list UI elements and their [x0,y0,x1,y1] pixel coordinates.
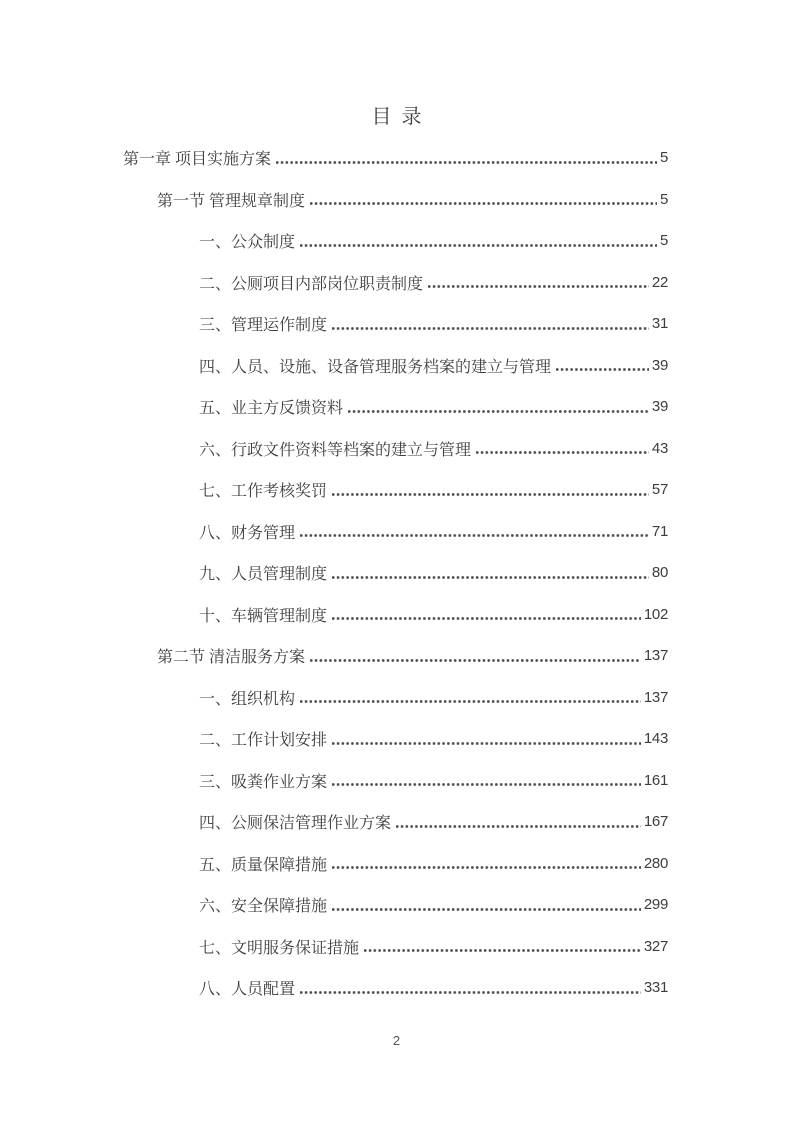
dot-leader [556,368,649,371]
toc-entry-page: 5 [659,149,668,167]
toc-entry-label: 一、组织机构 [199,690,296,708]
toc-entry-page: 280 [643,854,668,872]
toc-entry-page: 331 [643,979,668,997]
toc-entry[interactable] [123,926,668,968]
toc-entry-label: 三、吸粪作业方案 [199,773,328,791]
toc-entry[interactable] [123,428,668,470]
dot-leader [300,700,641,703]
toc-entry-page: 102 [643,605,668,623]
dot-leader [476,451,649,454]
dot-leader [310,659,641,662]
toc-entry-label: 第一节 管理规章制度 [157,192,306,210]
toc-entry-label: 二、工作计划安排 [199,732,328,750]
toc-entry[interactable] [123,801,668,843]
toc-entry[interactable] [123,303,668,345]
toc-entry-page: 31 [651,315,668,333]
toc-entry-page: 39 [651,356,668,374]
toc-entry-page: 43 [651,439,668,457]
toc-entry[interactable] [123,677,668,719]
dot-leader [300,991,641,994]
toc-entry-page: 143 [643,730,668,748]
toc-entry-label: 四、公厕保洁管理作业方案 [199,815,392,833]
toc-entry-page: 22 [651,273,668,291]
toc-entry-label: 八、财务管理 [199,524,296,542]
toc-entry-page: 161 [643,771,668,789]
toc-entry[interactable] [123,386,668,428]
toc-entry-page: 5 [659,190,668,208]
dot-leader [428,285,649,288]
dot-leader [364,949,641,952]
toc-entry-label: 二、公厕项目内部岗位职责制度 [199,275,424,293]
dot-leader [300,534,649,537]
dot-leader [332,493,649,496]
toc-entry-label: 第一章 项目实施方案 [123,151,272,169]
toc-entry[interactable] [123,262,668,304]
toc-entry-label: 六、行政文件资料等档案的建立与管理 [199,441,472,459]
toc-entry-page: 167 [643,813,668,831]
toc-entry-label: 七、文明服务保证措施 [199,939,360,957]
toc-entry[interactable] [123,345,668,387]
dot-leader [276,161,657,164]
toc-entry[interactable] [123,179,668,221]
toc-entry-page: 137 [643,688,668,706]
toc-entry-label: 第二节 清洁服务方案 [157,649,306,667]
toc-entry-page: 5 [659,232,668,250]
toc-entry[interactable] [123,469,668,511]
toc-entry-page: 327 [643,937,668,955]
dot-leader [310,202,657,205]
toc-entry-label: 八、人员配置 [199,981,296,999]
toc-entry-label: 五、业主方反馈资料 [199,400,344,418]
footer-page-number: 2 [392,1033,401,1048]
toc-entry-label: 三、管理运作制度 [199,317,328,335]
toc-title: 目录 [371,106,432,128]
dot-leader [332,866,641,869]
dot-leader [396,825,641,828]
toc-entry-page: 71 [651,522,668,540]
dot-leader [332,617,641,620]
toc-entry-page: 39 [651,398,668,416]
toc-entry[interactable] [123,594,668,636]
toc-entry-label: 九、人员管理制度 [199,566,328,584]
toc-entry-page: 137 [643,647,668,665]
toc-entry[interactable] [123,635,668,677]
toc-entry-label: 四、人员、设施、设备管理服务档案的建立与管理 [199,358,552,376]
dot-leader [300,244,657,247]
toc-entry-page: 299 [643,896,668,914]
dot-leader [332,742,641,745]
toc-entry-label: 五、质量保障措施 [199,856,328,874]
toc-entry[interactable] [123,511,668,553]
dot-leader [332,327,649,330]
toc-entry[interactable] [123,718,668,760]
toc-entry[interactable] [123,552,668,594]
toc-entry[interactable] [123,884,668,926]
toc-entry-label: 六、安全保障措施 [199,898,328,916]
toc-entry-page: 57 [651,481,668,499]
dot-leader [348,410,649,413]
toc-entry[interactable] [123,137,668,179]
toc-list [123,137,668,1009]
toc-entry-page: 80 [651,564,668,582]
dot-leader [332,783,641,786]
dot-leader [332,576,649,579]
toc-entry-label: 十、车辆管理制度 [199,607,328,625]
toc-entry[interactable] [123,843,668,885]
dot-leader [332,908,641,911]
toc-entry[interactable] [123,967,668,1009]
toc-entry-label: 七、工作考核奖罚 [199,483,328,501]
toc-entry[interactable] [123,760,668,802]
toc-entry-label: 一、公众制度 [199,234,296,252]
toc-entry[interactable] [123,220,668,262]
